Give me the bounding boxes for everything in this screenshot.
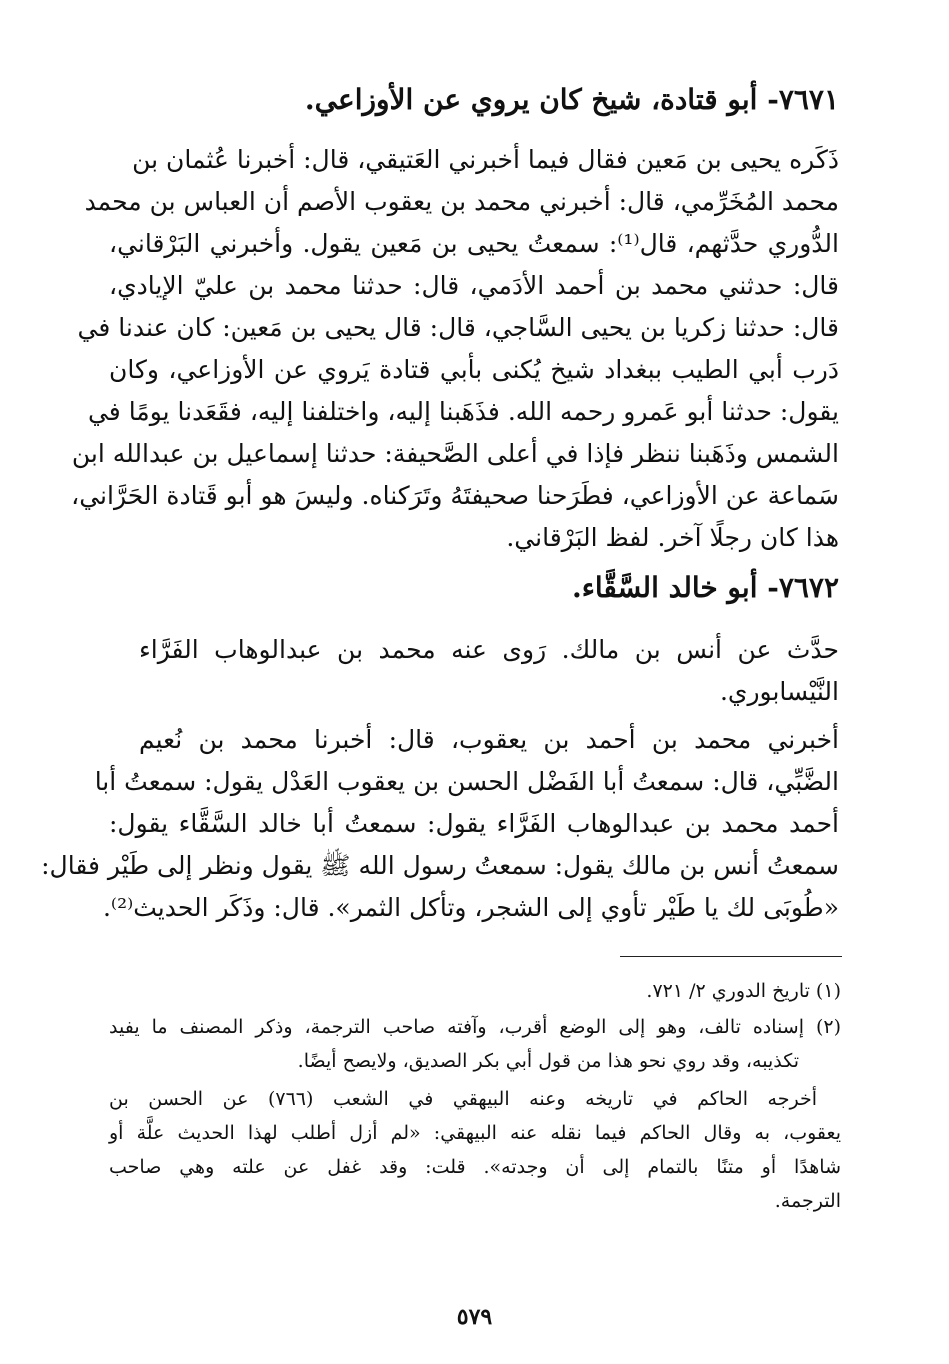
text-line: ذَكَره يحيى بن مَعين فقال فيما أخبرني العَتيقي، قال: أخبرنا عُثمان بن	[132, 145, 839, 174]
footnote-1: (١) تاريخ الدوري ٢/ ٧٢١.	[646, 980, 841, 1002]
text-line: سمعتُ أنس بن مالك يقول: سمعتُ رسول الله ﷺ يقول ونظر إلى طَيْر فقال:	[41, 851, 839, 880]
footnote-divider	[620, 956, 842, 957]
footnote-line: الترجمة.	[774, 1190, 841, 1212]
entry-heading-7672: ٧٦٧٢- أبو خالد السَّقَّاء.	[571, 571, 839, 604]
text-line: الشمس وذَهَبنا ننظر فإذا في أعلى الصَّحيفة: حدثنا إسماعيل بن عبدالله ابن	[71, 439, 839, 468]
footnote-2: (٢) إسناده تالف، وهو إلى الوضع أقرب، وآفته صاحب الترجمة، وذكر المصنف ما يفيد	[109, 1016, 841, 1038]
text-line: دَرب أبي الطيب ببغداد شيخ يُكنى بأبي قتادة يَروي عن الأوزاعي، وكان	[109, 355, 839, 384]
text-line: أخبرني محمد بن أحمد بن يعقوب، قال: أخبرنا محمد بن نُعيم	[139, 725, 839, 754]
footnote-line: يعقوب، به وقال الحاكم فيما نقله عنه البيهقي: «لم أزل أطلب لهذا الحديث علَّة أو	[109, 1122, 841, 1144]
text-line: قال: حدثني محمد بن أحمد الأدَمي، قال: حدثنا محمد بن عليّ الإيادي،	[109, 271, 839, 300]
text-line: هذا كان رجلًا آخر. لفظ البَرْقاني.	[506, 523, 839, 552]
footnote-line: تكذيبه، وقد روي نحو هذا من قول أبي بكر الصديق، ولايصح أيضًا.	[297, 1050, 799, 1072]
text-line: الضَّبِّي، قال: سمعتُ أبا الفَضْل الحسن بن يعقوب العَدْل يقول: سمعتُ أبا	[94, 767, 839, 796]
text-line: سَماعة عن الأوزاعي، فطَرَحنا صحيفتَهُ وتَرَكناه. وليسَ هو أبو قَتادة الحَرَّاني،	[71, 481, 839, 510]
footnote-line: شاهدًا أو متنًا بالتمام إلى أن وجدته». قلت: وقد غفل عن علته وهي صاحب	[109, 1156, 841, 1178]
text-line: النَّيْسابوري.	[719, 677, 839, 706]
text-line: يقول: حدثنا أبو عَمرو رحمه الله. فذَهَبنا إليه، واختلفنا إليه، فقَعَدنا يومًا في	[87, 397, 839, 426]
entry-heading-7671: ٧٦٧١- أبو قتادة، شيخ كان يروي عن الأوزاعي.	[304, 83, 839, 116]
footnote-line: أخرجه الحاكم في تاريخه وعنه البيهقي في الشعب (٧٦٦) عن الحسن بن	[109, 1088, 817, 1110]
text-line: الدُّوري حدَّثهم، قال⁽¹⁾: سمعتُ يحيى بن مَعين يقول. وأخبرني البَرْقاني،	[109, 229, 839, 258]
text-line: محمد المُخَرِّمي، قال: أخبرني محمد بن يعقوب الأصم أن العباس بن محمد	[84, 187, 839, 216]
text-line: قال: حدثنا زكريا بن يحيى السَّاجي، قال: قال يحيى بن مَعين: كان عندنا في	[77, 313, 839, 342]
text-line: حدَّث عن أنس بن مالك. رَوى عنه محمد بن عبدالوهاب الفَرَّاء	[139, 635, 839, 664]
page-number: ٥٧٩	[456, 1304, 493, 1330]
text-line: أحمد محمد بن عبدالوهاب الفَرَّاء يقول: سمعتُ أبا خالد السَّقَّاء يقول:	[109, 809, 839, 838]
text-line: «طُوبَى لك يا طَيْر تأوي إلى الشجر، وتأكل الثمر». قال: وذَكَر الحديث⁽²⁾.	[102, 893, 839, 922]
